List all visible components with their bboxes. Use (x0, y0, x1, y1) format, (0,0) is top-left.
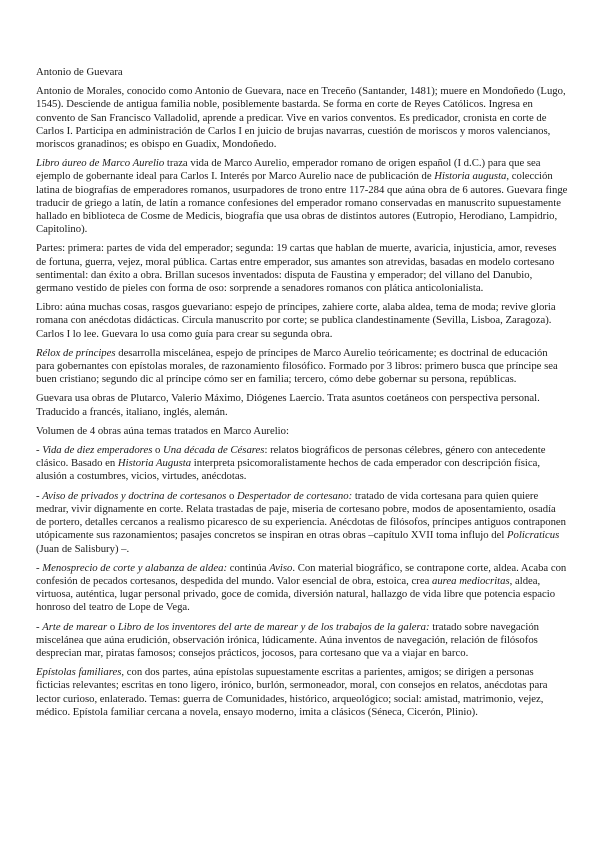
work-title: Epístolas familiares (36, 666, 122, 679)
document-page (36, 66, 568, 725)
paragraph-text: desarrolla miscelánea, espejo de príncipes de Marco Aurelio teóricamente; es doctrinal de educación para gobernantes con epístolas morales, de razonamiento filosófico. Formado por 3 libros: primero busca que príncipe sea buen cristiano; segundo dic al príncipe cómo ser en familia; tercero, cómo debe gobernar su persona, repúblicas. (36, 346, 558, 386)
list-dash: - (36, 444, 43, 457)
paragraph-text: o (107, 620, 118, 633)
paragraph-partes: Partes: primera: partes de vida del emperador; segunda: 19 cartas que hablan de muerte, avaricia, injusticia, amor, reveses de fortuna, guerra, vejez, moral pública. Cartas entre emperador, sus amantes son atrevidas, basadas en modelo cortesano sentimental: dan éxito a obra. Brillan sucesos inventados: disputa de Faustina y emperador; del villano del Danubio, germano vestido de pieles con forma de oso: sorprende a senadores romanos con plática anticolonialista. (36, 242, 557, 295)
paragraph-text: , con dos partes, aúna epístolas supuestamente escritas a parientes, amigos; se dirigen a personas ficticias relevantes; escritas en tono ligero, irónico, burlón, sermoneador, moral, con consejos en relatos, anécdotas para lector curioso, enlaterado. Temas: guerra de Comunidades, histórico, arqueológico; social: amistad, matrimonio, vejez, médico. Epístola familiar cercana a novela, ensayo moderno, imita a clásicos (Séneca, Cicerón, Plinio). (36, 666, 548, 718)
paragraph-text: , colección latina de biografías de emperadores romanos, usurpadores de trono entre 117-284 que aúna obra de 6 autores. Guevara finge traducir de griego a latín, de latín a romance confesiones del emperador romano conservadas en manuscrito supuestamente hallado en biblioteca de Cosme de Medicis, biografía que usa obras de distintos autores (Eutropio, Herodiano, Lampidrio, Capitolino). (36, 170, 568, 236)
paragraph-volumen (36, 425, 568, 660)
work-title: Menosprecio de corte y alabanza de aldea: (42, 561, 228, 574)
work-title: Arte de marear (42, 620, 108, 633)
list-item (36, 490, 568, 556)
list-dash: - (36, 489, 43, 502)
paragraph-biography: Antonio de Morales, conocido como Antonio de Guevara, nace en Treceño (Santander, 1481); muere en Mondoñedo (Lugo, 1545). Desciende de antigua familia noble, posiblemente bastarda. Se forma en corte de Reyes Católicos. Ingresa en convento de San Francisco Valladolid, aprende a predicar. Vive en varios conventos. Es predicador, cronista en corte de Carlos I. Participa en administración de Carlos I en juicio de brujas navarras, cuestión de moriscos y moros valencianos, moriscos granadinos; es obispo en Guadix, Mondoñedo. (36, 85, 566, 151)
list-item (36, 562, 568, 615)
work-title: Rélox de príncipes (36, 346, 116, 359)
list-item (36, 444, 568, 484)
paragraph-relox (36, 347, 568, 387)
work-title: Policraticus (507, 529, 560, 542)
paragraph-text: traza vida de Marco Aurelio, emperador romano de origen español (I d.C.) para que sea ejemplo de gobernante ideal para Carlos I. Interés por Marco Aurelio nace de publicación de (36, 157, 541, 183)
work-title: Historia augusta (434, 170, 507, 183)
paragraph-text: continúa (227, 561, 270, 574)
work-title: Una década de Césares (163, 444, 265, 457)
paragraph-text: interpreta psicomoralistamente hechos de cada emperador con descripción física, alusión a costumbres, vicios, virtudes, anécdotas. (36, 457, 541, 483)
work-title: Aviso de privados y doctrina de cortesanos (42, 489, 227, 502)
work-title: aurea mediocritas (431, 574, 510, 587)
work-title: Vida de diez emperadores (42, 444, 153, 457)
paragraph-epistolas (36, 666, 568, 719)
work-title: Libro de los inventores del arte de marear y de los trabajos de la galera: (117, 620, 430, 633)
paragraph-text: (Juan de Salisbury) –. (36, 542, 130, 555)
volumen-intro: Volumen de 4 obras aúna temas tratados en Marco Aurelio: (36, 424, 289, 437)
list-item (36, 621, 568, 661)
paragraph-text: o (226, 489, 237, 502)
paragraph-text: o (152, 444, 164, 457)
paragraph-text: tratado sobre navegación miscelánea que aúna erudición, observación irónica, lúdicamente. Aúna inventos de navegación, relación de filósofos desprecian mar, piratas famosos; consejos prácticos, jocosos, para cortesano que va a viajar en barco. (36, 620, 540, 659)
work-title: Aviso (269, 561, 293, 574)
work-title: Historia Augusta (117, 457, 192, 470)
work-title: Libro áureo de Marco Aurelio (36, 157, 165, 170)
document-title: Antonio de Guevara (36, 66, 123, 78)
paragraph-text: . Con material biográfico, se contrapone corte, aldea. Acaba con confesión de pecados cortesanos, despedida del mundo. Valor esencial de obra, estoica, crea (36, 561, 567, 587)
paragraph-text: : relatos biográficos de personas célebres, género con antecedente clásico. Basado en (36, 444, 546, 470)
list-dash: - (36, 620, 43, 633)
work-title: Despertador de cortesano: (236, 489, 353, 502)
list-dash: - (36, 561, 43, 574)
paragraph-text: tratado de vida cortesana para quien quiere medrar, vivir dignamente en corte. Relata trastadas de paje, miseria de cortesano pobre, modos de aposentamiento, osadía de portero, detalles cercanos a realismo picaresco de su experiencia. Anécdotas de filósofos, príncipes antiguos contraponen utópicamente sus razonamientos; pasajes concretos se inspiran en otras obras –capítulo XVII toma influjo del (36, 489, 567, 542)
paragraph-libro: Libro: aúna muchas cosas, rasgos guevariano: espejo de príncipes, zahiere corte, alaba aldea, tema de moda; revive gloria romana con anécdotas didácticas. Circula manuscrito por corte; se publica clandestinamente (Sevilla, Lisboa, Zaragoza). Carlos I lo lee. Guevara lo usa como guía para crear su segunda obra. (36, 301, 556, 340)
paragraph-libro-aureo (36, 157, 568, 236)
paragraph-sources: Guevara usa obras de Plutarco, Valerio Máximo, Diógenes Laercio. Trata asuntos coetáneos con perspectiva personal. Traducido a francés, italiano, inglés, alemán. (36, 392, 540, 418)
paragraph-text: , aldea, virtuosa, auténtica, lugar personal privado, goce de comida, diversión natural, hallazgo de vida libre que potencia espacio honroso del teatro de Lope de Vega. (36, 574, 556, 614)
